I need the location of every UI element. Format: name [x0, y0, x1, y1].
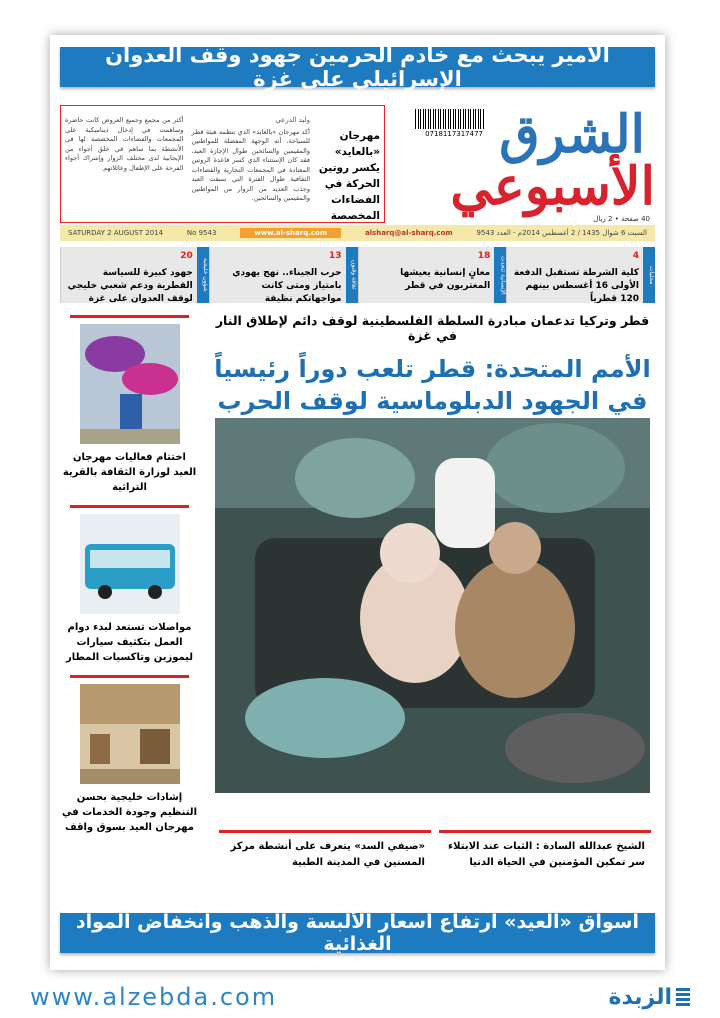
main-photo — [215, 418, 650, 793]
dateline-arabic: السبت 6 شوال 1435 / 2 أغسطس 2014م - العدد 9543 — [476, 229, 647, 237]
logo-line1: الشرق — [499, 104, 645, 165]
sidebar-photo-festival — [80, 324, 180, 444]
footer — [30, 980, 690, 1014]
teaser[interactable] — [506, 247, 655, 303]
teaser-page-number: 18 — [477, 251, 491, 261]
dateline-email[interactable]: alsharq@al-sharq.com — [364, 229, 453, 237]
festival-title: مهرجان «بالعايد» يكسر روتين الحركة في الفضاءات المخصصة — [318, 130, 380, 222]
festival-photo — [80, 324, 180, 444]
logo-meta: 40 صفحة • 2 ريال — [593, 215, 650, 223]
sidebar-story-title[interactable]: مواصلات تستعد لبدء دوام العمل بتكثيف سيارات ليموزين وتاكسيات المطار — [65, 622, 194, 663]
sidebar-rule — [70, 505, 189, 508]
sidebar-story-title[interactable]: إشادات خليجية بحسن التنظيم وجودة الخدمات في مهرجان العيد بسوق واقف — [61, 792, 197, 833]
footer-logo-text: الزبدة — [608, 984, 672, 1010]
dateline — [60, 225, 655, 241]
masthead — [60, 105, 655, 223]
teaser-section-tab: الإنسانية تتحدث — [494, 247, 506, 303]
main-headline — [210, 353, 655, 417]
logo-bars-icon — [676, 988, 690, 1006]
sidebar-top-rule — [70, 315, 189, 318]
teaser-text: معانٍ إنسانية يعيشها المغتربون في قطر — [400, 268, 491, 291]
logo-line2: الأسبوعي — [450, 156, 655, 217]
sidebar-photo-bus — [80, 514, 180, 614]
festival-story[interactable] — [60, 105, 385, 223]
teaser-section-tab: ثقافة وفنون — [346, 247, 358, 303]
bottom-story[interactable]: الشيخ عبدالله السادة : الثبات عند الابتلاء سر تمكين المؤمنين في الحياة الدنيا — [439, 830, 651, 896]
teaser-section-tab: محليات — [643, 247, 655, 303]
top-banner: الأمير يبحث مع خادم الحرمين جهود وقف العدوان الإسرائيلي على غزة — [60, 47, 655, 87]
sidebar-story-title[interactable]: اختتام فعاليات مهرجان العيد لوزارة الثقافة بالقرية التراثية — [62, 452, 197, 493]
footer-logo — [609, 985, 690, 1010]
barcode-number: 0718117317477 — [425, 130, 483, 138]
bus-photo — [80, 514, 180, 614]
bottom-story[interactable]: «صيفي السد» يتعرف على أنشطة مركز المسنين في المدينة الطبية — [219, 830, 431, 896]
sidebar-photo-souq — [80, 684, 180, 784]
main-story[interactable] — [210, 313, 655, 853]
footer-url[interactable]: www.alzebda.com — [30, 983, 278, 1011]
festival-column-2: أكثر من مجمع وجميع العروض كانت حاضرة وساهمت في إدخال ديناميكية على المجمعات والفضاءات المخصصة لها في الأنشطة بما ساهم في خلق أجواء من الإيجابية لدى مختلف الزوار وإشراك أجواء الفرحة على الإطفال وعائلاتهم. — [65, 116, 184, 172]
teaser-page-number: 4 — [632, 251, 639, 261]
sidebar-rule — [70, 675, 189, 678]
sidebar — [62, 315, 197, 900]
teaser-text: حرب الجيناء.. نهج يهودي بامتياز ومتى كانت مواجهاتكم نظيفة — [232, 268, 342, 304]
teaser[interactable] — [209, 247, 358, 303]
main-kicker: قطر وتركيا تدعمان مبادرة السلطة الفلسطينية لوقف دائم لإطلاق النار في غزة — [215, 313, 650, 343]
teaser[interactable] — [358, 247, 507, 303]
bottom-stories — [215, 830, 655, 896]
dateline-web[interactable]: www.al-sharq.com — [240, 228, 341, 238]
newspaper-page — [50, 35, 665, 970]
headline-line-2: في الجهود الدبلوماسية لوقف الحرب — [217, 387, 648, 415]
photo-illustration — [215, 418, 650, 793]
teaser-text: كلية الشرطة تستقبل الدفعة الأولى 16 أغسطس بينهم 120 قطرياً — [513, 268, 639, 304]
teaser-strip — [60, 247, 655, 303]
festival-column-1 — [188, 106, 315, 222]
headline-line-1: الأمم المتحدة: قطر تلعب دوراً رئيسياً — [214, 355, 651, 383]
barcode — [415, 109, 485, 129]
bottom-banner: أسواق «العيد» ارتفاع أسعار الألبسة والذهب وانخفاض المواد الغذائية — [60, 913, 655, 953]
teaser-page-number: 20 — [180, 251, 193, 261]
teaser-page-number: 13 — [328, 251, 342, 261]
souq-photo — [80, 684, 180, 784]
dateline-english-date: SATURDAY 2 AUGUST 2014 — [68, 229, 164, 237]
teaser-section-tab: شؤون خليجية — [197, 247, 209, 303]
dateline-number: No 9543 — [186, 229, 217, 237]
teaser[interactable] — [60, 247, 209, 303]
teaser-text: جهود كبيرة للسياسة القطرية ودعم شعبي خليجي لوقف العدوان على غزة — [67, 268, 193, 304]
festival-text-1: أكد مهرجان «بالعايد» الذي تنظمه هيئة قطر للسياحة، أنه الوجهة المفضلة للمواطنين والمقيمين والسائحين طوال الإجازة العيد، فقد كان الإستثناء الذي كسر قاعدة الروتين المعتادة في المجمعات التجارية والفضاءات الثقافية طوال الفترة التي سبقت العيد وجذب العديد من الزوار من المواطنين والمقيمين والسائحين. — [191, 127, 310, 202]
festival-author: وليد الدرعي — [275, 116, 310, 124]
